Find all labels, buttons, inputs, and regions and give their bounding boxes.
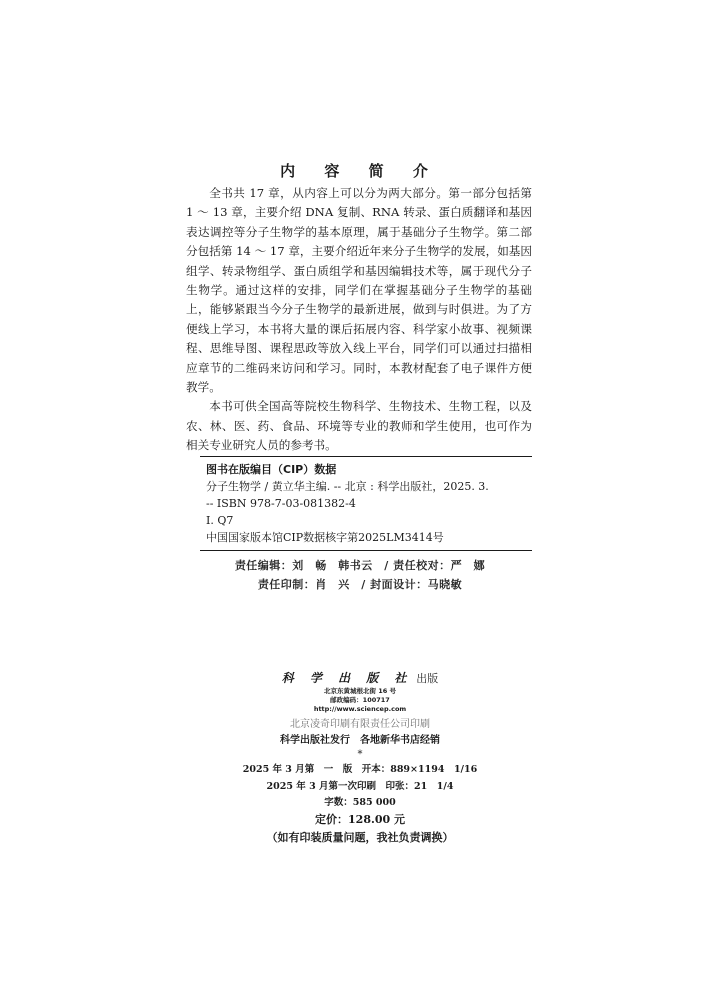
- word-count: 字数：585 000: [324, 797, 396, 808]
- cip-title-line: 分子生物学 / 黄立华主编. -- 北京 : 科学出版社，2025. 3.: [206, 480, 489, 493]
- summary-paragraph-2: 本书可供全国高等院校生物科学、生物技术、生物工程，以及农、林、医、药、食品、环境等专业的教师和学生使用，也可作为相关专业研究人员的参考书。: [186, 399, 532, 453]
- price-value: 128.00 元: [348, 813, 405, 826]
- publisher-address: 北京东黄城根北街 16 号: [323, 687, 397, 695]
- publisher-line: [0, 670, 720, 687]
- cip-record-number: 中国国家版本馆CIP数据核字第2025LM3414号: [206, 531, 444, 544]
- edition-line: 2025 年 3 月第 一 版 开本：889×1194 1/16: [242, 764, 478, 775]
- cip-heading: 图书在版编目（CIP）数据: [206, 463, 337, 476]
- cip-isbn-line: -- ISBN 978-7-03-081382-4: [206, 497, 356, 510]
- cip-classification-line: Ⅰ. Q7: [206, 514, 234, 527]
- credits-editors: 责任编辑：刘 畅 韩书云 / 责任校对：严 娜: [234, 559, 486, 572]
- publisher-suffix: 出版: [416, 672, 439, 685]
- separator-star: *: [357, 749, 363, 760]
- distribution-line: 科学出版社发行 各地新华书店经销: [280, 735, 440, 746]
- printer-line: 北京凌奇印刷有限责任公司印刷: [290, 719, 430, 730]
- cip-bottom-rule: [200, 550, 532, 551]
- publisher-website: http://www.sciencep.com: [313, 705, 407, 713]
- quality-note: （如有印装质量问题，我社负责调换）: [266, 831, 454, 844]
- summary-paragraph-1: 全书共 17 章，从内容上可以分为两大部分。第一部分包括第 1 ～ 13 章，主要介绍 DNA 复制、RNA 转录、蛋白质翻译和基因表达调控等分子生物学的基本原理，属于基础分子生物学。第二部分包括第 14 ～ 17 章，主要介绍近年来分子生物学的发展，如基因组学、转录物组学、蛋白质组学和基因编辑技术等，属于现代分子生物学。通过这样的安排，同学们在掌握基础分子生物学的基础上，能够紧跟当今分子生物学的最新进展，做到与时俱进。为了方便线上学习，本书将大量的课后拓展内容、科学家小故事、视频课程、思维导图、课程思政等放入线上平台，同学们可以通过扫描相应章节的二维码来访问和学习。同时，本教材配套了电子课件方便教学。: [186, 186, 532, 395]
- cip-data-block: [200, 456, 532, 551]
- publisher-name: 科 学 出 版 社: [281, 671, 413, 685]
- summary-title: 内 容 简 介: [280, 162, 440, 180]
- price-line: [0, 811, 720, 829]
- publisher-postcode: 邮政编码：100717: [330, 696, 390, 704]
- publisher-block: [0, 670, 720, 847]
- summary-body: [186, 184, 532, 456]
- credits: [0, 556, 720, 594]
- credits-production: 责任印制：肖 兴 / 封面设计：马晓敏: [257, 578, 463, 591]
- price-label: 定价：: [315, 813, 349, 826]
- printing-line: 2025 年 3 月第一次印刷 印张：21 1/4: [266, 781, 454, 792]
